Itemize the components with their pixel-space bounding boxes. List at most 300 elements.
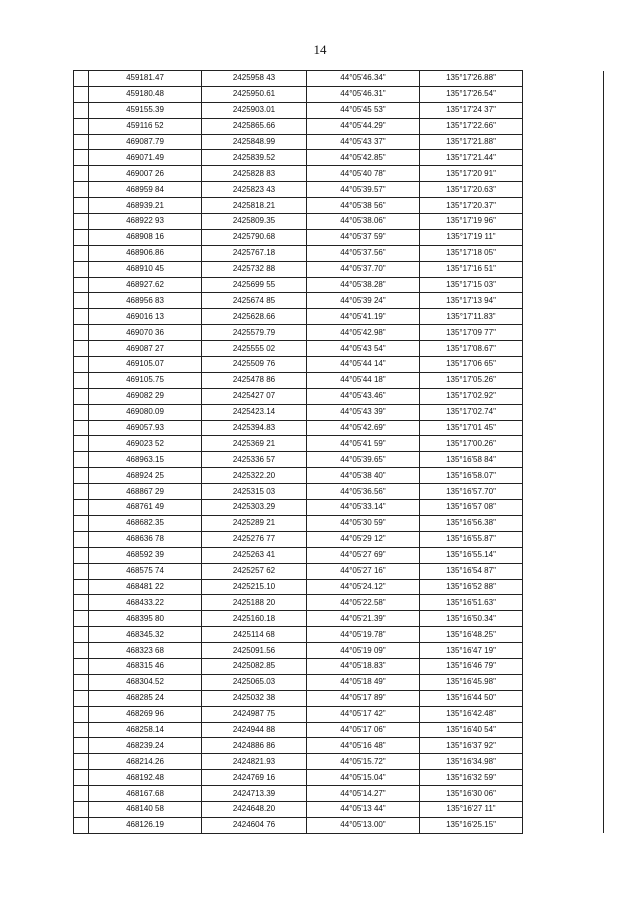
longitude-cell: 135°17'18 05": [420, 245, 523, 261]
blank-right-cell: [523, 325, 604, 341]
table-row: [74, 579, 604, 595]
longitude-cell: 135°16'55.87": [420, 531, 523, 547]
x-coordinate-cell: 459180.48: [89, 86, 202, 102]
blank-right-cell: [523, 436, 604, 452]
blank-left-cell: [74, 341, 89, 357]
blank-right-cell: [523, 118, 604, 134]
table-row: [74, 293, 604, 309]
y-coordinate-cell: 2425509 76: [202, 357, 307, 373]
y-coordinate-cell: 2425427 07: [202, 388, 307, 404]
x-coordinate-cell: 469007 26: [89, 166, 202, 182]
latitude-cell: 44°05'43 54": [307, 341, 420, 357]
latitude-cell: 44°05'41 59": [307, 436, 420, 452]
blank-right-cell: [523, 674, 604, 690]
blank-right-cell: [523, 563, 604, 579]
x-coordinate-cell: 468258.14: [89, 722, 202, 738]
x-coordinate-cell: 468323 68: [89, 643, 202, 659]
blank-left-cell: [74, 214, 89, 230]
blank-left-cell: [74, 229, 89, 245]
x-coordinate-cell: 468239.24: [89, 738, 202, 754]
blank-right-cell: [523, 86, 604, 102]
blank-right-cell: [523, 770, 604, 786]
longitude-cell: 135°16'34.98": [420, 754, 523, 770]
latitude-cell: 44°05'39.65": [307, 452, 420, 468]
table-row: [74, 102, 604, 118]
table-row: [74, 404, 604, 420]
latitude-cell: 44°05'29 12": [307, 531, 420, 547]
x-coordinate-cell: 469087.79: [89, 134, 202, 150]
blank-right-cell: [523, 738, 604, 754]
blank-right-cell: [523, 658, 604, 674]
y-coordinate-cell: 2425823 43: [202, 182, 307, 198]
blank-left-cell: [74, 531, 89, 547]
y-coordinate-cell: 2425215.10: [202, 579, 307, 595]
table-row: [74, 134, 604, 150]
table-row: [74, 817, 604, 833]
x-coordinate-cell: 469105.07: [89, 357, 202, 373]
x-coordinate-cell: 468761 49: [89, 500, 202, 516]
blank-right-cell: [523, 372, 604, 388]
longitude-cell: 135°16'42.48": [420, 706, 523, 722]
blank-left-cell: [74, 436, 89, 452]
longitude-cell: 135°17'09 77": [420, 325, 523, 341]
x-coordinate-cell: 469070 36: [89, 325, 202, 341]
longitude-cell: 135°16'50.34": [420, 611, 523, 627]
y-coordinate-cell: 2425767.18: [202, 245, 307, 261]
blank-left-cell: [74, 309, 89, 325]
x-coordinate-cell: 468575 74: [89, 563, 202, 579]
blank-right-cell: [523, 404, 604, 420]
latitude-cell: 44°05'38.06": [307, 214, 420, 230]
longitude-cell: 135°16'46 79": [420, 658, 523, 674]
longitude-cell: 135°16'40 54": [420, 722, 523, 738]
table-row: [74, 341, 604, 357]
longitude-cell: 135°16'58.07": [420, 468, 523, 484]
blank-right-cell: [523, 484, 604, 500]
x-coordinate-cell: 468906.86: [89, 245, 202, 261]
blank-left-cell: [74, 500, 89, 516]
longitude-cell: 135°16'57.70": [420, 484, 523, 500]
x-coordinate-cell: 468214.26: [89, 754, 202, 770]
table-row: [74, 627, 604, 643]
blank-left-cell: [74, 325, 89, 341]
blank-right-cell: [523, 293, 604, 309]
latitude-cell: 44°05'13.00": [307, 817, 420, 833]
y-coordinate-cell: 2425160.18: [202, 611, 307, 627]
blank-right-cell: [523, 309, 604, 325]
y-coordinate-cell: 2425950.61: [202, 86, 307, 102]
page-number: 14: [313, 42, 327, 57]
y-coordinate-cell: 2425065.03: [202, 674, 307, 690]
y-coordinate-cell: 2425555 02: [202, 341, 307, 357]
table-row: [74, 388, 604, 404]
blank-left-cell: [74, 261, 89, 277]
blank-right-cell: [523, 643, 604, 659]
blank-left-cell: [74, 706, 89, 722]
latitude-cell: 44°05'43 39": [307, 404, 420, 420]
y-coordinate-cell: 2425848.99: [202, 134, 307, 150]
x-coordinate-cell: 469023 52: [89, 436, 202, 452]
longitude-cell: 135°17'02.74": [420, 404, 523, 420]
x-coordinate-cell: 468939.21: [89, 198, 202, 214]
y-coordinate-cell: 2425276 77: [202, 531, 307, 547]
longitude-cell: 135°16'56.38": [420, 515, 523, 531]
longitude-cell: 135°17'21.88": [420, 134, 523, 150]
latitude-cell: 44°05'15.04": [307, 770, 420, 786]
y-coordinate-cell: 2425257 62: [202, 563, 307, 579]
y-coordinate-cell: 2425818.21: [202, 198, 307, 214]
latitude-cell: 44°05'39.57": [307, 182, 420, 198]
x-coordinate-cell: 468315 46: [89, 658, 202, 674]
latitude-cell: 44°05'17 89": [307, 690, 420, 706]
table-row: [74, 452, 604, 468]
blank-left-cell: [74, 293, 89, 309]
blank-right-cell: [523, 341, 604, 357]
x-coordinate-cell: 468959 84: [89, 182, 202, 198]
longitude-cell: 135°16'47 19": [420, 643, 523, 659]
y-coordinate-cell: 2424944 88: [202, 722, 307, 738]
y-coordinate-cell: 2424648.20: [202, 801, 307, 817]
x-coordinate-cell: 468927.62: [89, 277, 202, 293]
blank-left-cell: [74, 118, 89, 134]
x-coordinate-cell: 468636 78: [89, 531, 202, 547]
longitude-cell: 135°16'44 50": [420, 690, 523, 706]
blank-right-cell: [523, 801, 604, 817]
blank-right-cell: [523, 786, 604, 802]
y-coordinate-cell: 2425478 86: [202, 372, 307, 388]
blank-left-cell: [74, 134, 89, 150]
latitude-cell: 44°05'27 16": [307, 563, 420, 579]
latitude-cell: 44°05'37 59": [307, 229, 420, 245]
table-row: [74, 515, 604, 531]
table-row: [74, 198, 604, 214]
blank-right-cell: [523, 277, 604, 293]
blank-right-cell: [523, 182, 604, 198]
latitude-cell: 44°05'46.31": [307, 86, 420, 102]
x-coordinate-cell: 459181.47: [89, 71, 202, 87]
latitude-cell: 44°05'33.14": [307, 500, 420, 516]
table-row: [74, 71, 604, 87]
table-row: [74, 468, 604, 484]
table-row: [74, 166, 604, 182]
blank-left-cell: [74, 563, 89, 579]
latitude-cell: 44°05'44 18": [307, 372, 420, 388]
table-row: [74, 500, 604, 516]
longitude-cell: 135°17'08.67": [420, 341, 523, 357]
y-coordinate-cell: 2425114 68: [202, 627, 307, 643]
longitude-cell: 135°16'45.98": [420, 674, 523, 690]
longitude-cell: 135°17'24 37": [420, 102, 523, 118]
y-coordinate-cell: 2425790.68: [202, 229, 307, 245]
blank-right-cell: [523, 690, 604, 706]
latitude-cell: 44°05'24.12": [307, 579, 420, 595]
latitude-cell: 44°05'17 06": [307, 722, 420, 738]
latitude-cell: 44°05'36.56": [307, 484, 420, 500]
x-coordinate-cell: 469080.09: [89, 404, 202, 420]
blank-right-cell: [523, 627, 604, 643]
x-coordinate-cell: 468963.15: [89, 452, 202, 468]
x-coordinate-cell: 468922 93: [89, 214, 202, 230]
y-coordinate-cell: 2425628.66: [202, 309, 307, 325]
blank-left-cell: [74, 674, 89, 690]
blank-left-cell: [74, 452, 89, 468]
x-coordinate-cell: 468140 58: [89, 801, 202, 817]
latitude-cell: 44°05'37.70": [307, 261, 420, 277]
table-row: [74, 182, 604, 198]
blank-left-cell: [74, 388, 89, 404]
table-row: [74, 229, 604, 245]
blank-left-cell: [74, 404, 89, 420]
blank-left-cell: [74, 198, 89, 214]
latitude-cell: 44°05'38 56": [307, 198, 420, 214]
blank-left-cell: [74, 643, 89, 659]
latitude-cell: 44°05'30 59": [307, 515, 420, 531]
blank-right-cell: [523, 261, 604, 277]
table-row: [74, 86, 604, 102]
y-coordinate-cell: 2425828 83: [202, 166, 307, 182]
blank-left-cell: [74, 611, 89, 627]
table-row: [74, 611, 604, 627]
longitude-cell: 135°17'00.26": [420, 436, 523, 452]
longitude-cell: 135°17'15 03": [420, 277, 523, 293]
blank-right-cell: [523, 817, 604, 833]
blank-right-cell: [523, 420, 604, 436]
blank-left-cell: [74, 595, 89, 611]
blank-left-cell: [74, 786, 89, 802]
x-coordinate-cell: 468592 39: [89, 547, 202, 563]
y-coordinate-cell: 2424604 76: [202, 817, 307, 833]
y-coordinate-cell: 2425865.66: [202, 118, 307, 134]
blank-right-cell: [523, 722, 604, 738]
y-coordinate-cell: 2425394.83: [202, 420, 307, 436]
x-coordinate-cell: 468682.35: [89, 515, 202, 531]
longitude-cell: 135°16'58 84": [420, 452, 523, 468]
blank-right-cell: [523, 579, 604, 595]
x-coordinate-cell: 468345.32: [89, 627, 202, 643]
blank-left-cell: [74, 372, 89, 388]
blank-left-cell: [74, 150, 89, 166]
latitude-cell: 44°05'42.85": [307, 150, 420, 166]
table-row: [74, 118, 604, 134]
table-row: [74, 150, 604, 166]
latitude-cell: 44°05'42.98": [307, 325, 420, 341]
latitude-cell: 44°05'21.39": [307, 611, 420, 627]
y-coordinate-cell: 2425423.14: [202, 404, 307, 420]
latitude-cell: 44°05'42.69": [307, 420, 420, 436]
longitude-cell: 135°16'55.14": [420, 547, 523, 563]
table-row: [74, 531, 604, 547]
blank-right-cell: [523, 547, 604, 563]
longitude-cell: 135°17'11.83": [420, 309, 523, 325]
longitude-cell: 135°17'13 94": [420, 293, 523, 309]
table-row: [74, 357, 604, 373]
table-row: [74, 658, 604, 674]
y-coordinate-cell: 2425032 38: [202, 690, 307, 706]
blank-left-cell: [74, 579, 89, 595]
blank-left-cell: [74, 245, 89, 261]
longitude-cell: 135°17'05.26": [420, 372, 523, 388]
longitude-cell: 135°17'01 45": [420, 420, 523, 436]
blank-left-cell: [74, 515, 89, 531]
table-row: [74, 309, 604, 325]
x-coordinate-cell: 469105.75: [89, 372, 202, 388]
x-coordinate-cell: 468167.68: [89, 786, 202, 802]
longitude-cell: 135°16'32 59": [420, 770, 523, 786]
table-row: [74, 436, 604, 452]
blank-left-cell: [74, 86, 89, 102]
blank-right-cell: [523, 198, 604, 214]
x-coordinate-cell: 468285 24: [89, 690, 202, 706]
y-coordinate-cell: 2424769 16: [202, 770, 307, 786]
blank-left-cell: [74, 627, 89, 643]
blank-right-cell: [523, 134, 604, 150]
blank-right-cell: [523, 245, 604, 261]
y-coordinate-cell: 2425091.56: [202, 643, 307, 659]
longitude-cell: 135°17'02.92": [420, 388, 523, 404]
table-row: [74, 277, 604, 293]
y-coordinate-cell: 2425263 41: [202, 547, 307, 563]
y-coordinate-cell: 2425579.79: [202, 325, 307, 341]
x-coordinate-cell: 468908 16: [89, 229, 202, 245]
y-coordinate-cell: 2425082.85: [202, 658, 307, 674]
blank-left-cell: [74, 801, 89, 817]
y-coordinate-cell: 2425732 88: [202, 261, 307, 277]
blank-left-cell: [74, 182, 89, 198]
y-coordinate-cell: 2425289 21: [202, 515, 307, 531]
coordinates-table: [73, 70, 604, 834]
blank-right-cell: [523, 357, 604, 373]
latitude-cell: 44°05'45 53": [307, 102, 420, 118]
latitude-cell: 44°05'38.28": [307, 277, 420, 293]
latitude-cell: 44°05'27 69": [307, 547, 420, 563]
blank-left-cell: [74, 770, 89, 786]
table-row: [74, 484, 604, 500]
y-coordinate-cell: 2425369 21: [202, 436, 307, 452]
longitude-cell: 135°17'16 51": [420, 261, 523, 277]
x-coordinate-cell: 468192.48: [89, 770, 202, 786]
table-row: [74, 754, 604, 770]
latitude-cell: 44°05'44 14": [307, 357, 420, 373]
blank-right-cell: [523, 500, 604, 516]
table-row: [74, 801, 604, 817]
y-coordinate-cell: 2425336 57: [202, 452, 307, 468]
y-coordinate-cell: 2425903.01: [202, 102, 307, 118]
latitude-cell: 44°05'16 48": [307, 738, 420, 754]
longitude-cell: 135°17'26.88": [420, 71, 523, 87]
longitude-cell: 135°17'26.54": [420, 86, 523, 102]
latitude-cell: 44°05'44.29": [307, 118, 420, 134]
blank-right-cell: [523, 468, 604, 484]
latitude-cell: 44°05'19 09": [307, 643, 420, 659]
table-row: [74, 770, 604, 786]
table-row: [74, 547, 604, 563]
x-coordinate-cell: 468433.22: [89, 595, 202, 611]
y-coordinate-cell: 2425839.52: [202, 150, 307, 166]
latitude-cell: 44°05'15.72": [307, 754, 420, 770]
blank-right-cell: [523, 754, 604, 770]
latitude-cell: 44°05'41.19": [307, 309, 420, 325]
table-row: [74, 563, 604, 579]
x-coordinate-cell: 468269 96: [89, 706, 202, 722]
x-coordinate-cell: 459116 52: [89, 118, 202, 134]
table-row: [74, 722, 604, 738]
longitude-cell: 135°16'27 11": [420, 801, 523, 817]
latitude-cell: 44°05'17 42": [307, 706, 420, 722]
longitude-cell: 135°17'19 96": [420, 214, 523, 230]
x-coordinate-cell: 468867 29: [89, 484, 202, 500]
latitude-cell: 44°05'38 40": [307, 468, 420, 484]
latitude-cell: 44°05'13 44": [307, 801, 420, 817]
x-coordinate-cell: 468126.19: [89, 817, 202, 833]
longitude-cell: 135°17'20 91": [420, 166, 523, 182]
blank-left-cell: [74, 420, 89, 436]
coordinates-table-body: [74, 71, 604, 834]
y-coordinate-cell: 2424987 75: [202, 706, 307, 722]
longitude-cell: 135°17'21.44": [420, 150, 523, 166]
blank-right-cell: [523, 388, 604, 404]
longitude-cell: 135°16'30 06": [420, 786, 523, 802]
table-row: [74, 261, 604, 277]
table-row: [74, 245, 604, 261]
latitude-cell: 44°05'39 24": [307, 293, 420, 309]
blank-right-cell: [523, 71, 604, 87]
table-row: [74, 674, 604, 690]
blank-left-cell: [74, 71, 89, 87]
x-coordinate-cell: 469082 29: [89, 388, 202, 404]
latitude-cell: 44°05'40 78": [307, 166, 420, 182]
x-coordinate-cell: 468481 22: [89, 579, 202, 595]
latitude-cell: 44°05'18.83": [307, 658, 420, 674]
x-coordinate-cell: 469016 13: [89, 309, 202, 325]
x-coordinate-cell: 468956 83: [89, 293, 202, 309]
x-coordinate-cell: 468924 25: [89, 468, 202, 484]
table-row: [74, 738, 604, 754]
y-coordinate-cell: 2425809.35: [202, 214, 307, 230]
blank-right-cell: [523, 531, 604, 547]
longitude-cell: 135°16'52 88": [420, 579, 523, 595]
blank-right-cell: [523, 229, 604, 245]
x-coordinate-cell: 459155.39: [89, 102, 202, 118]
blank-left-cell: [74, 738, 89, 754]
latitude-cell: 44°05'46.34": [307, 71, 420, 87]
table-row: [74, 786, 604, 802]
y-coordinate-cell: 2425188 20: [202, 595, 307, 611]
longitude-cell: 135°17'20.37": [420, 198, 523, 214]
blank-left-cell: [74, 547, 89, 563]
blank-right-cell: [523, 515, 604, 531]
table-row: [74, 325, 604, 341]
x-coordinate-cell: 468395 80: [89, 611, 202, 627]
longitude-cell: 135°16'48.25": [420, 627, 523, 643]
blank-left-cell: [74, 102, 89, 118]
longitude-cell: 135°16'37 92": [420, 738, 523, 754]
longitude-cell: 135°17'19 11": [420, 229, 523, 245]
y-coordinate-cell: 2424886 86: [202, 738, 307, 754]
table-row: [74, 690, 604, 706]
blank-left-cell: [74, 722, 89, 738]
latitude-cell: 44°05'14.27": [307, 786, 420, 802]
blank-left-cell: [74, 484, 89, 500]
y-coordinate-cell: 2425303.29: [202, 500, 307, 516]
blank-right-cell: [523, 706, 604, 722]
longitude-cell: 135°17'06 65": [420, 357, 523, 373]
blank-right-cell: [523, 611, 604, 627]
longitude-cell: 135°16'51.63": [420, 595, 523, 611]
latitude-cell: 44°05'43.46": [307, 388, 420, 404]
blank-left-cell: [74, 817, 89, 833]
longitude-cell: 135°16'54 87": [420, 563, 523, 579]
latitude-cell: 44°05'19.78": [307, 627, 420, 643]
